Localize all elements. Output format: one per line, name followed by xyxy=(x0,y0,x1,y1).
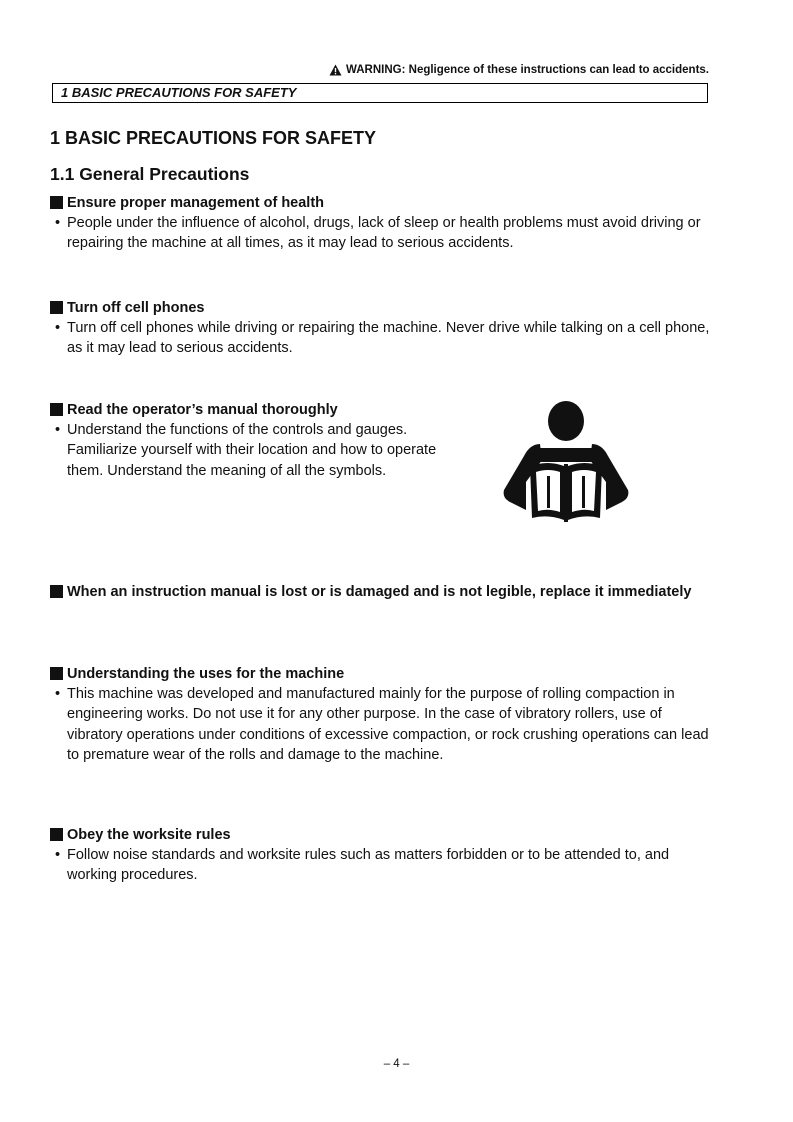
read-manual-icon xyxy=(502,400,630,522)
warning-notice xyxy=(329,64,709,76)
running-header-title: 1 BASIC PRECAUTIONS FOR SAFETY xyxy=(61,85,297,100)
chapter-heading: 1 BASIC PRECAUTIONS FOR SAFETY xyxy=(50,128,377,148)
section-health xyxy=(50,193,710,254)
bullet-dot: • xyxy=(55,215,61,231)
bullet-dot: • xyxy=(55,686,61,702)
section-cell-phones xyxy=(50,298,710,359)
section-title: Turn off cell phones xyxy=(50,298,710,318)
section-operators-manual xyxy=(50,400,450,481)
section-heading: 1.1 General Precautions xyxy=(50,164,250,184)
bullet-item: • Turn off cell phones while driving or repairing the machine. Never drive while talking on a cell phone, as it may lead to serious accidents. xyxy=(55,318,710,359)
section-title: When an instruction manual is lost or is damaged and is not legible, replace it immediately xyxy=(50,582,710,602)
section-title: Obey the worksite rules xyxy=(50,825,710,845)
bullet-item: • Follow noise standards and worksite rules such as matters forbidden or to be attended to, and working procedures. xyxy=(55,845,710,886)
bullet-item: • This machine was developed and manufactured mainly for the purpose of rolling compaction in engineering works. Do not use it for any other purpose. In the case of vibratory rollers, use of vibratory operations under conditions of excessive compaction, or rock crushing operations can lead to premature wear of the rolls and damage to the machine. xyxy=(55,684,710,765)
running-header xyxy=(52,83,708,103)
bullet-dot: • xyxy=(55,422,61,438)
bullet-item: • Understand the functions of the controls and gauges. Familiarize yourself with their location and how to operate them. Understand the meaning of all the symbols. xyxy=(55,420,450,481)
warning-triangle-icon xyxy=(329,64,342,76)
square-bullet-icon xyxy=(50,667,63,680)
bullet-dot: • xyxy=(55,847,61,863)
section-title: Ensure proper management of health xyxy=(50,193,710,213)
square-bullet-icon xyxy=(50,196,63,209)
bullet-item: • People under the influence of alcohol, drugs, lack of sleep or health problems must avoid driving or repairing the machine at all times, as it may lead to serious accidents. xyxy=(55,213,710,254)
square-bullet-icon xyxy=(50,301,63,314)
section-title: Understanding the uses for the machine xyxy=(50,664,710,684)
section-machine-uses xyxy=(50,664,710,765)
page-number: – 4 – xyxy=(383,1058,410,1070)
section-lost-manual xyxy=(50,582,710,602)
section-title: Read the operator’s manual thoroughly xyxy=(50,400,450,420)
square-bullet-icon xyxy=(50,828,63,841)
bullet-dot: • xyxy=(55,320,61,336)
section-worksite-rules xyxy=(50,825,710,886)
square-bullet-icon xyxy=(50,403,63,416)
warning-text: WARNING: Negligence of these instructions can lead to accidents. xyxy=(346,64,709,76)
square-bullet-icon xyxy=(50,585,63,598)
